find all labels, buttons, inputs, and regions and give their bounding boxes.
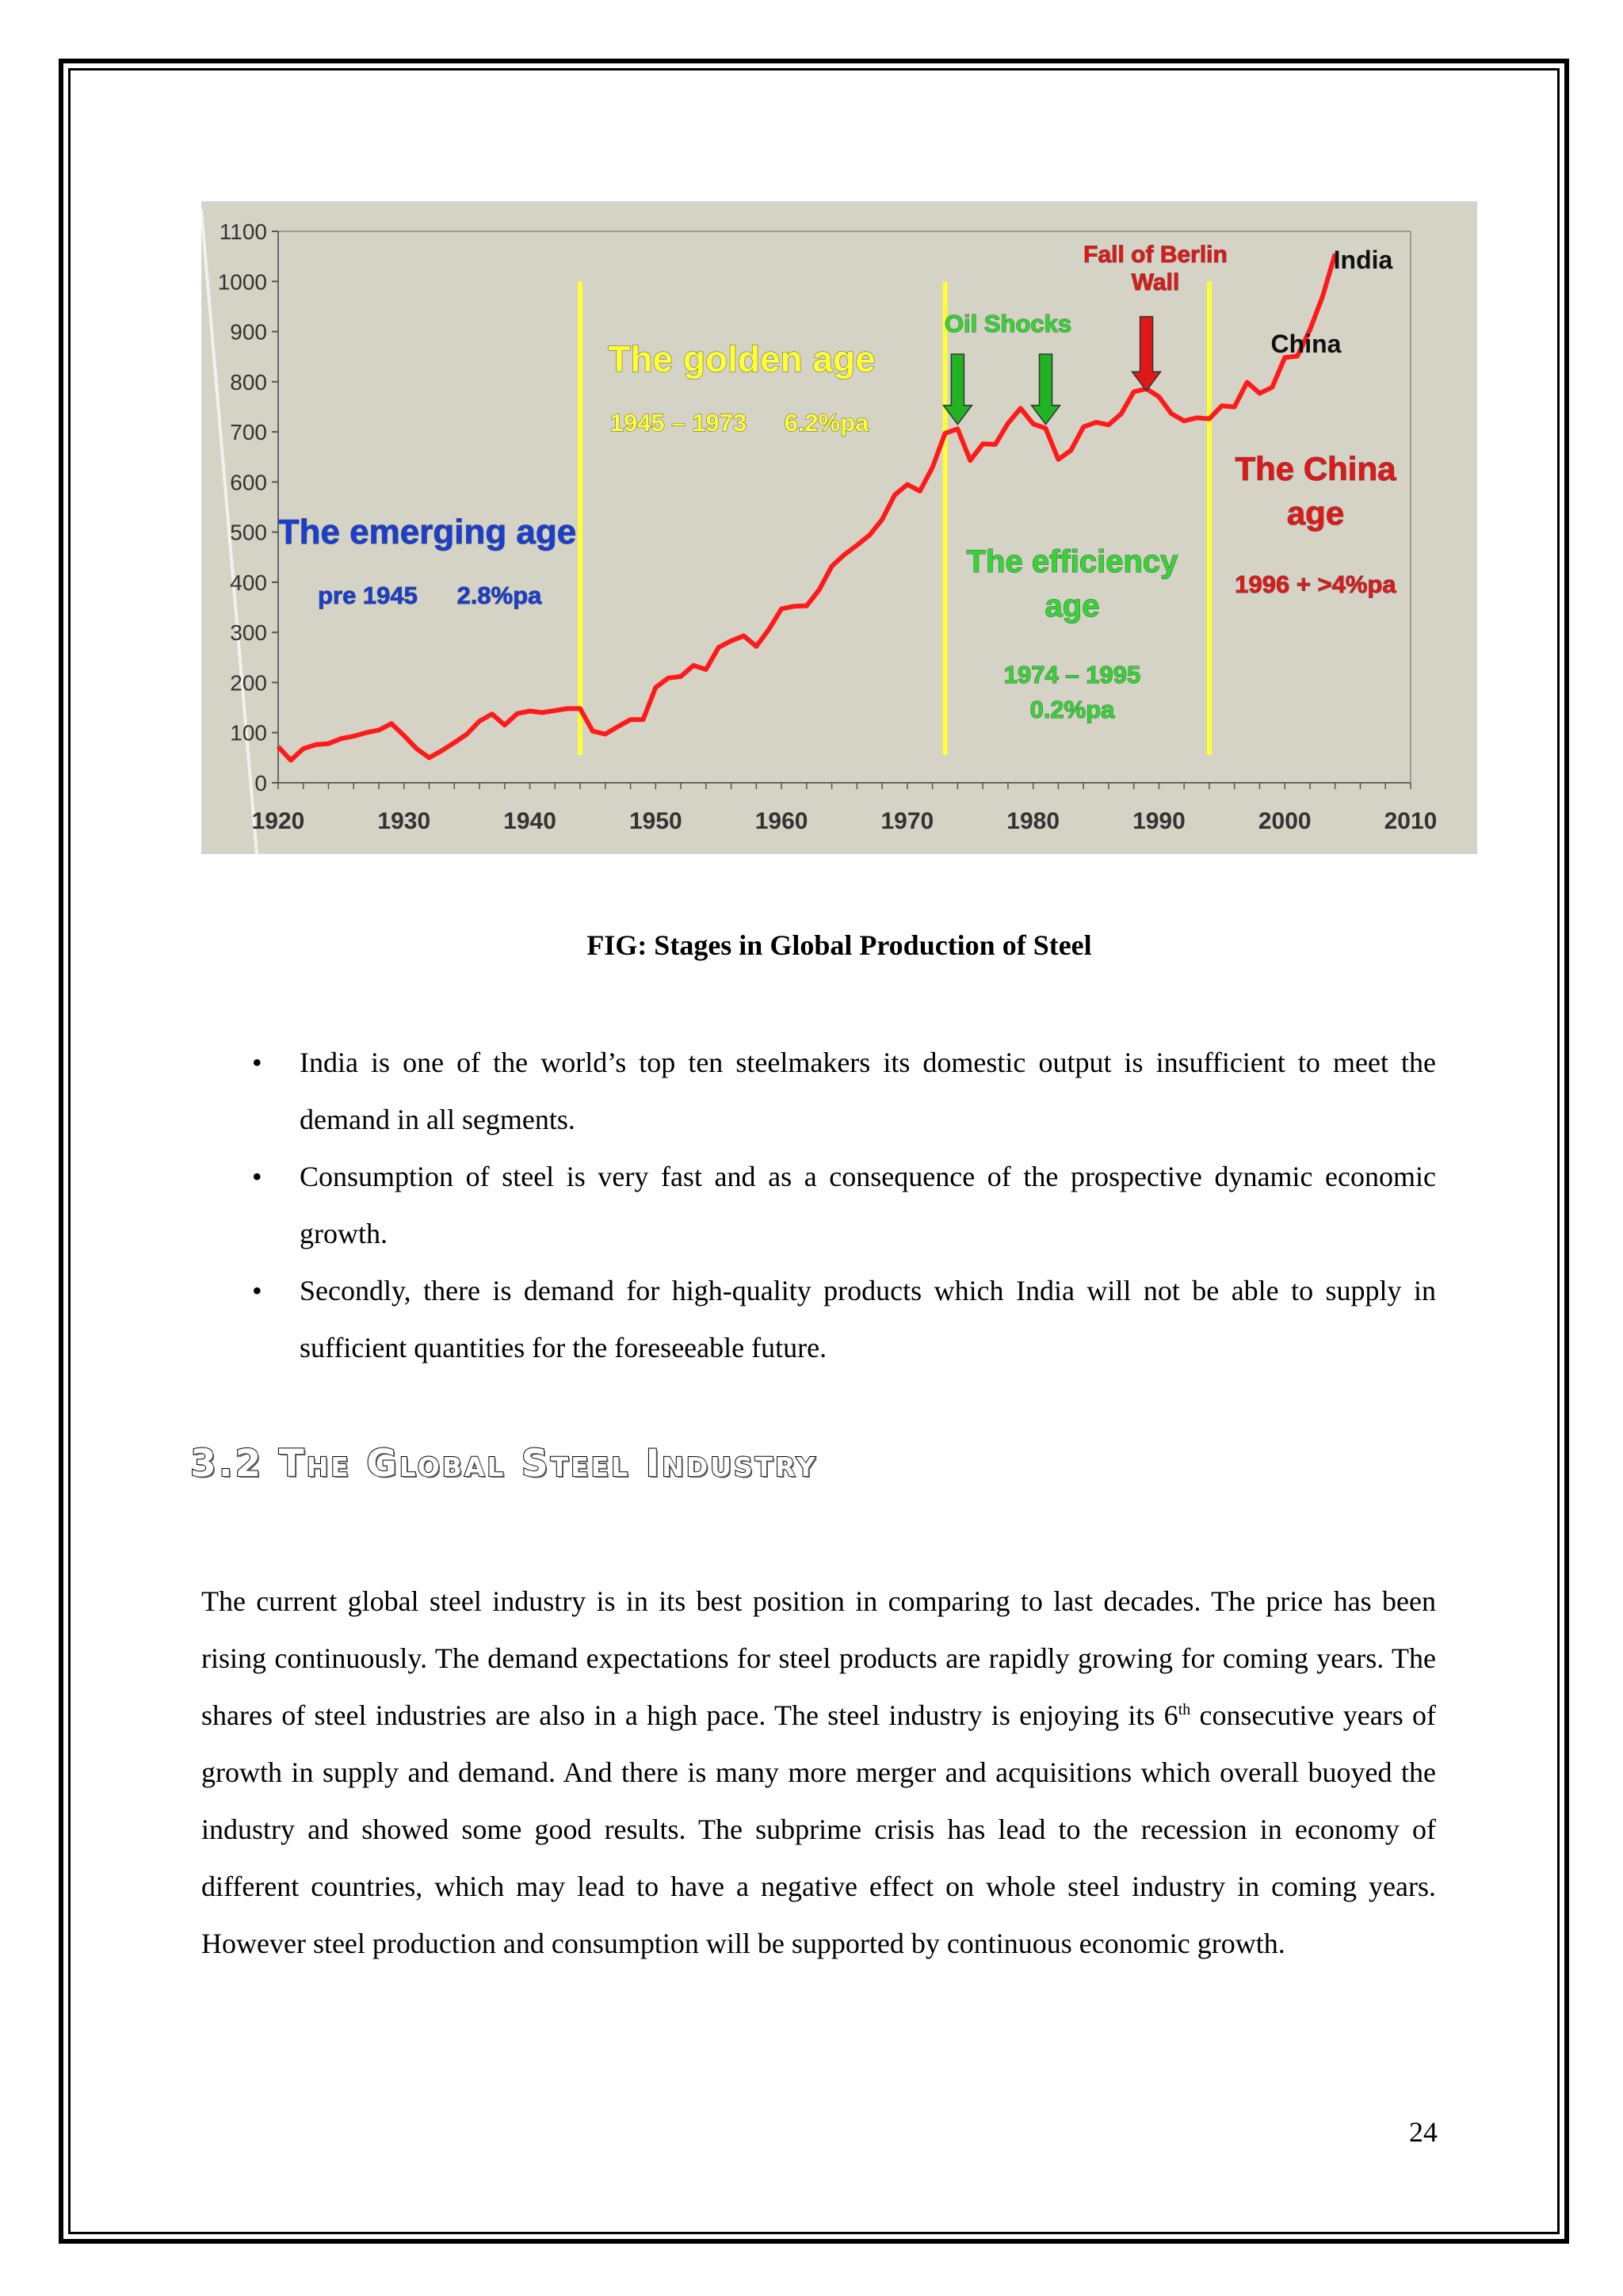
china-age-title-2: age (1286, 494, 1345, 532)
y-tick-label: 0 (254, 771, 267, 795)
x-tick-label: 1980 (1006, 808, 1060, 834)
efficiency-age-rate: 0.2%pa (1029, 696, 1115, 723)
x-tick-label: 1960 (754, 808, 808, 834)
y-tick-label: 900 (230, 319, 267, 345)
y-tick-label: 1000 (217, 269, 267, 295)
steel-production-chart (201, 201, 1477, 854)
golden-age-period: 1945 – 1973 (609, 409, 747, 437)
paragraph-text-2: consecutive years of growth in supply and demand. And there is many more merger and acquisitions which overall buoyed the industry and showed some good results. The subprime crisis has lead to the recession in economy of different countries, which may lead to have a negative effect on whole steel industry in coming years. However steel production and consumption will be supported by continuous economic growth. (201, 1699, 1436, 1959)
berlin-wall-label: Fall of Berlin (1083, 242, 1228, 268)
x-tick-label: 1950 (628, 808, 682, 834)
y-tick-label: 800 (230, 369, 267, 395)
efficiency-age-title: The efficiency (966, 544, 1178, 579)
bullet-text: India is one of the world’s top ten steelmakers its domestic output is insufficient to meet the demand in all segments. (300, 1047, 1436, 1135)
body-paragraph (201, 1573, 1436, 1972)
china-age-title: The China (1235, 450, 1396, 487)
china-age-rate: 1996 + >4%pa (1235, 570, 1396, 598)
y-tick-label: 200 (230, 670, 267, 696)
bullet-symbol: • (252, 1047, 262, 1078)
y-tick-label: 1100 (219, 219, 267, 244)
bullet-text: Secondly, there is demand for high-quality products which India will not be able to supply in sufficient quantities for the foreseeable future. (300, 1275, 1436, 1363)
efficiency-age-period: 1974 – 1995 (1003, 661, 1141, 688)
y-tick-label: 700 (230, 420, 267, 445)
figure-caption: FIG: Stages in Global Production of Steel (586, 929, 1092, 961)
x-tick-label: 1930 (377, 808, 431, 834)
golden-age-rate: 6.2%pa (784, 409, 869, 437)
y-tick-label: 100 (230, 720, 267, 746)
oil-shocks-label: Oil Shocks (944, 310, 1072, 338)
page-number: 24 (1409, 2116, 1438, 2148)
bullet-item (201, 1262, 1436, 1376)
berlin-wall-label-2: Wall (1131, 269, 1180, 296)
emerging-age-period: pre 1945 (318, 582, 418, 609)
y-tick-label: 300 (230, 620, 267, 646)
paragraph-text-1: The current global steel industry is in its best position in comparing to last decades. The price has been rising continuously. The demand expectations for steel products are rapidly growing for coming years. The shares of steel industries are also in a high pace. The steel industry is enjoying its 6 (201, 1585, 1436, 1731)
emerging-age-title: The emerging age (277, 513, 577, 551)
bullet-item (201, 1148, 1436, 1262)
bullet-item (201, 1034, 1436, 1148)
emerging-age-rate: 2.8%pa (456, 582, 542, 609)
x-tick-label: 1970 (880, 808, 934, 834)
efficiency-age-title-2: age (1044, 589, 1100, 624)
china-label: China (1270, 330, 1342, 358)
y-tick-label: 600 (230, 470, 267, 495)
section-heading: 3.2 The Global Steel Industry (190, 1442, 818, 1486)
golden-age-title: The golden age (608, 338, 876, 379)
x-tick-label: 1920 (251, 808, 305, 834)
bullet-list (201, 1034, 1436, 1376)
x-tick-label: 2010 (1384, 808, 1438, 834)
bullet-symbol: • (252, 1275, 262, 1306)
y-tick-label: 500 (230, 520, 267, 545)
bullet-text: Consumption of steel is very fast and as a consequence of the prospective dynamic economic growth. (300, 1161, 1436, 1249)
chart-svg (201, 201, 1477, 854)
x-tick-label: 2000 (1258, 808, 1312, 834)
ordinal-suffix: th (1178, 1701, 1191, 1718)
india-label: India (1333, 246, 1393, 274)
y-tick-label: 400 (230, 570, 267, 595)
x-tick-label: 1990 (1132, 808, 1186, 834)
bullet-symbol: • (252, 1161, 262, 1192)
x-tick-label: 1940 (503, 808, 556, 834)
